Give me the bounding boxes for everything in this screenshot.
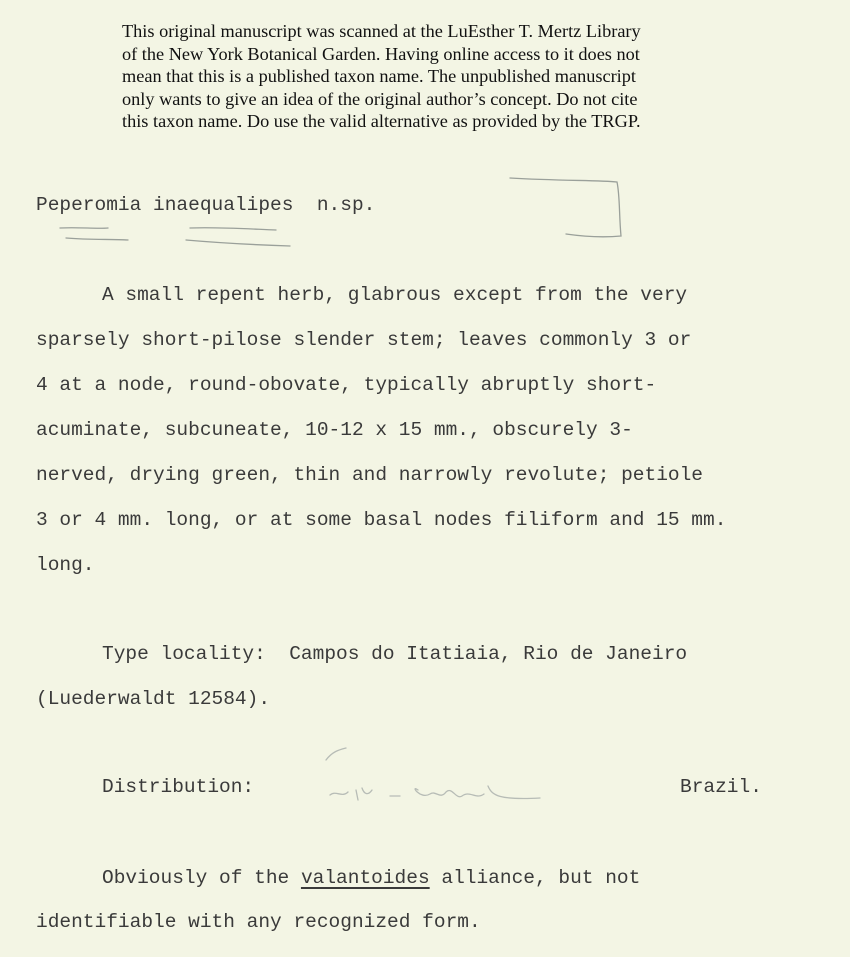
- notice-line: this taxon name. Do use the valid alternative as provided by the TRGP.: [122, 111, 641, 131]
- type-locality-line: [102, 642, 687, 666]
- remark-line: [102, 866, 640, 890]
- type-locality-value: Campos do Itatiaia, Rio de Janeiro: [289, 643, 688, 665]
- distribution-label: Distribution:: [102, 776, 255, 798]
- underline-mark: [66, 238, 128, 240]
- description-line: sparsely short-pilose slender stem; leaves commonly 3 or: [36, 329, 692, 351]
- description-line: long.: [36, 554, 95, 576]
- taxon-name: Peperomia inaequalipes: [36, 194, 294, 216]
- description-line: acuminate, subcuneate, 10-12 x 15 mm., obscurely 3-: [36, 419, 633, 441]
- notice-line: This original manuscript was scanned at the LuEsther T. Mertz Library: [122, 21, 641, 41]
- description-line: 3 or 4 mm. long, or at some basal nodes filiform and 15 mm.: [36, 509, 727, 531]
- bracket-mark: [510, 178, 621, 237]
- distribution-value: Brazil.: [680, 776, 762, 798]
- type-locality-label: Type locality:: [102, 643, 266, 665]
- handwritten-distribution: [326, 748, 540, 800]
- notice-line: only wants to give an idea of the original author’s concept. Do not cite: [122, 88, 638, 109]
- taxon-status: n.sp.: [316, 194, 376, 216]
- notice-line: mean that this is a published taxon name. The unpublished manuscript: [122, 66, 636, 86]
- description-line: A small repent herb, glabrous except from the very: [102, 284, 688, 306]
- remark-prefix: Obviously of the: [102, 867, 301, 889]
- remark-line-2: identifiable with any recognized form.: [36, 911, 481, 933]
- remark-epithet: valantoides: [300, 867, 430, 889]
- underline-mark: [60, 228, 108, 229]
- underline-mark: [190, 228, 276, 230]
- description-line: nerved, drying green, thin and narrowly revolute; petiole: [36, 464, 704, 486]
- description-line: 4 at a node, round-obovate, typically abruptly short-: [36, 374, 657, 396]
- notice-line: of the New York Botanical Garden. Having online access to it does not: [122, 43, 640, 64]
- underline-mark: [186, 240, 290, 246]
- taxon-heading: [36, 193, 375, 217]
- type-collector: (Luederwaldt 12584).: [36, 688, 271, 710]
- remark-suffix: alliance, but not: [429, 867, 641, 889]
- scan-notice: [122, 20, 762, 133]
